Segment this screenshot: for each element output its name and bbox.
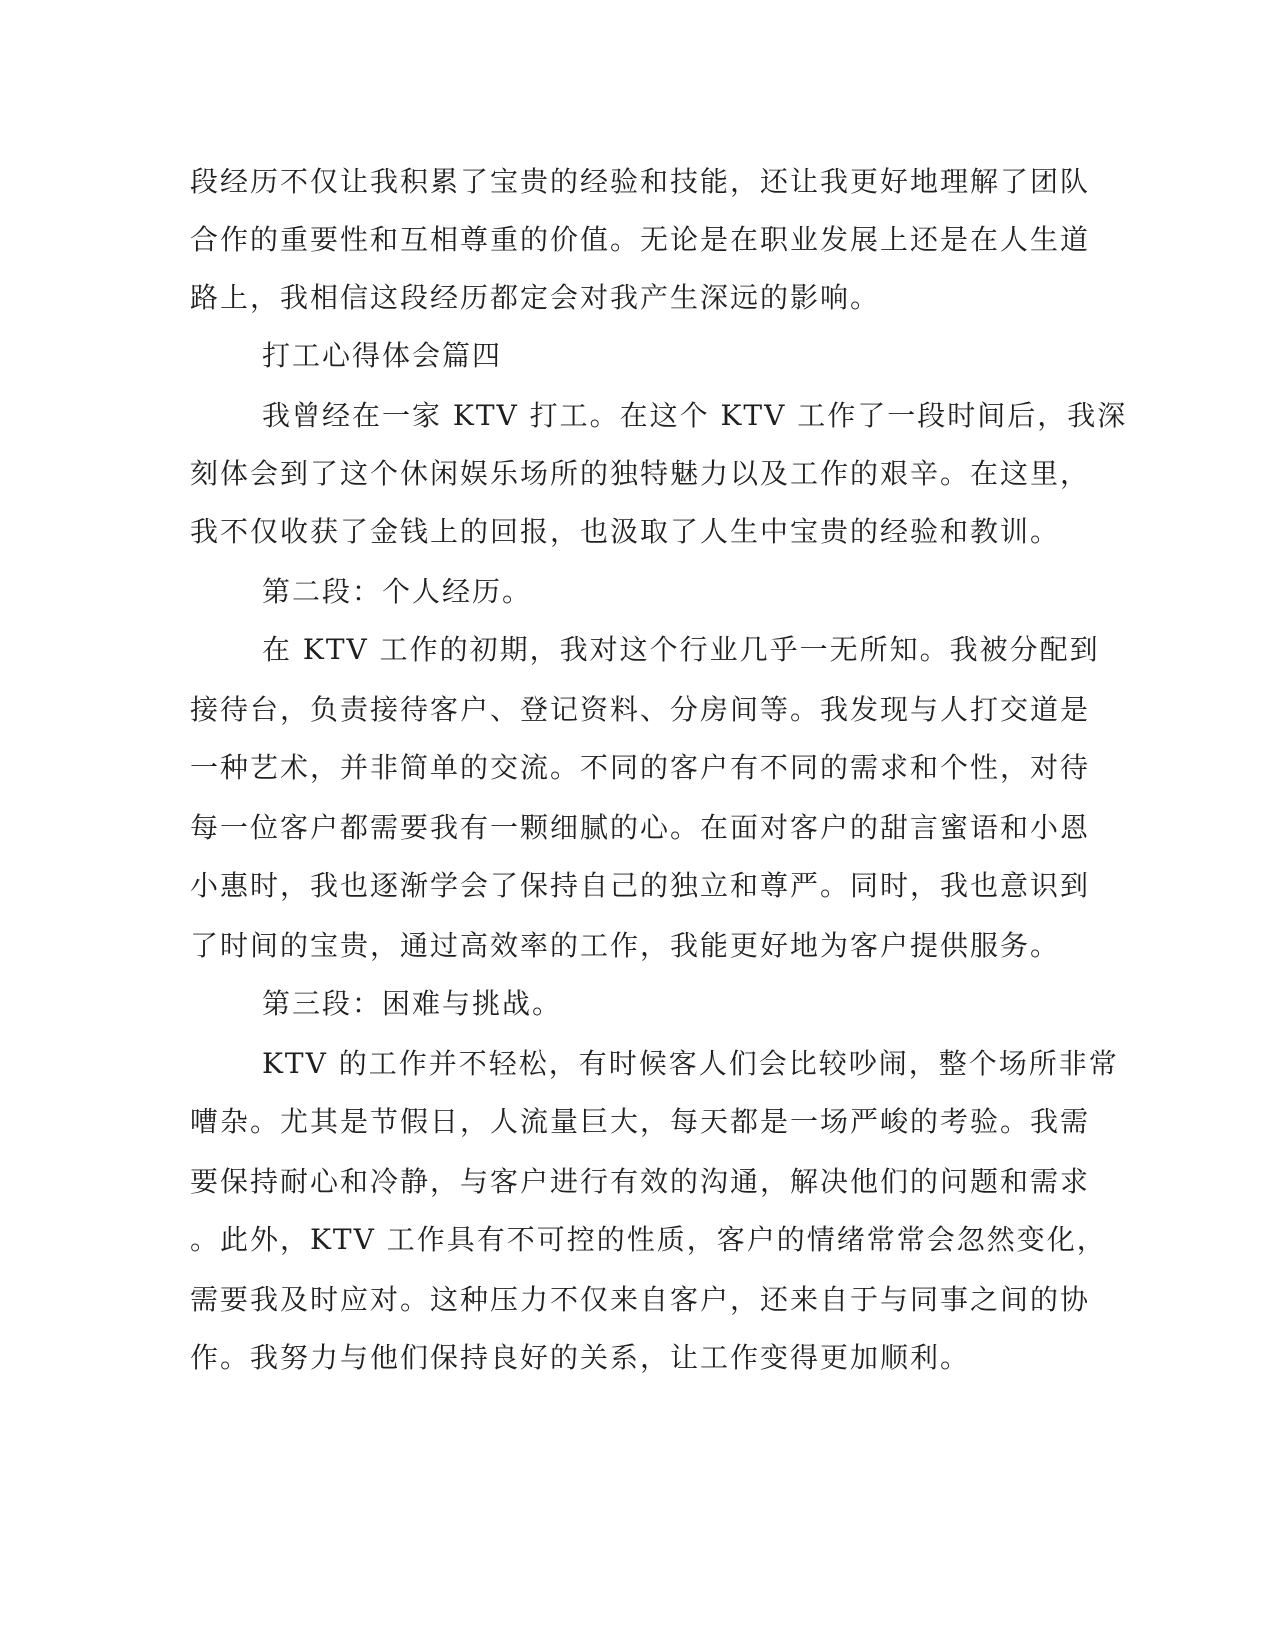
text-line: 嘈杂。尤其是节假日，人流量巨大，每天都是一场严峻的考验。我需: [190, 1105, 1091, 1138]
text-line: KTV 的工作并不轻松，有时候客人们会比较吵闹，整个场所非常: [262, 1047, 1119, 1080]
text-line: 一种艺术，并非简单的交流。不同的客户有不同的需求和个性，对待: [190, 751, 1091, 784]
text-line: 我不仅收获了金钱上的回报，也汲取了人生中宝贵的经验和教训。: [190, 515, 1061, 548]
text-line: 接待台，负责接待客户、登记资料、分房间等。我发现与人打交道是: [190, 693, 1091, 726]
text-line: 。此外，KTV 工作具有不可控的性质，客户的情绪常常会忽然变化，: [190, 1223, 1107, 1256]
text-line: 每一位客户都需要我有一颗细腻的心。在面对客户的甜言蜜语和小恩: [190, 811, 1091, 844]
text-line: 刻体会到了这个休闲娱乐场所的独特魅力以及工作的艰辛。在这里，: [190, 457, 1091, 490]
text-line: 了时间的宝贵，通过高效率的工作，我能更好地为客户提供服务。: [190, 929, 1061, 962]
text-line: 在 KTV 工作的初期，我对这个行业几乎一无所知。我被分配到: [262, 633, 1100, 666]
text-line: 合作的重要性和互相尊重的价值。无论是在职业发展上还是在人生道: [190, 223, 1091, 256]
text-line: 我曾经在一家 KTV 打工。在这个 KTV 工作了一段时间后，我深: [262, 399, 1128, 432]
section-heading: 第三段：困难与挑战。: [262, 987, 563, 1020]
text-line: 要保持耐心和冷静，与客户进行有效的沟通，解决他们的问题和需求: [190, 1165, 1091, 1198]
text-line: 作。我努力与他们保持良好的关系，让工作变得更加顺利。: [190, 1341, 971, 1374]
section-heading: 打工心得体会篇四: [262, 339, 503, 372]
text-line: 段经历不仅让我积累了宝贵的经验和技能，还让我更好地理解了团队: [190, 165, 1091, 198]
text-line: 小惠时，我也逐渐学会了保持自己的独立和尊严。同时，我也意识到: [190, 869, 1091, 902]
text-line: 需要我及时应对。这种压力不仅来自客户，还来自于与同事之间的协: [190, 1283, 1091, 1316]
section-heading: 第二段：个人经历。: [262, 575, 533, 608]
text-line: 路上，我相信这段经历都定会对我产生深远的影响。: [190, 281, 881, 314]
